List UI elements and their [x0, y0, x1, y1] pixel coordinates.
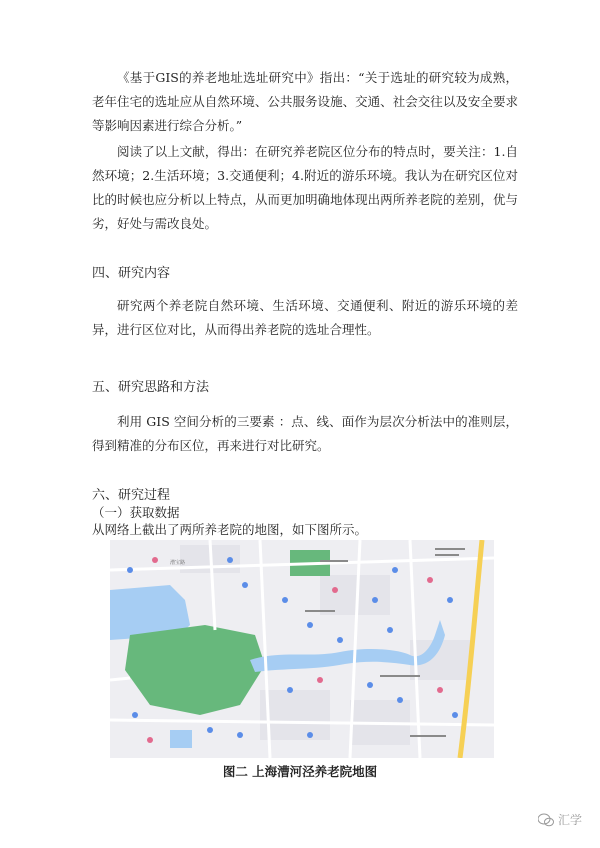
- paragraph-literature-quote: 《基于GIS的养老地址选址研究中》指出：“关于选址的研究较为成熟，老年住宅的选址应从自然环境、公共服务设施、交通、社会交往以及安全要求等影响因素进行综合分析。”: [92, 70, 518, 133]
- paragraph-research-content: 研究两个养老院自然环境、生活环境、交通便利、附近的游乐环境的差异，进行区位对比，从而得出养老院的选址合理性。: [92, 298, 518, 337]
- paragraph-literature-summary: 阅读了以上文献，得出：在研究养老院区位分布的特点时，要关注：1.自然环境；2.生活环境；3.交通便利；4.附近的游乐环境。我认为在研究区位对比的时候也应分析以上特点，从而更加明确地体现出两所养老院的差别，优与劣，好处与需改良处。: [92, 144, 518, 231]
- map-water-pond: [170, 730, 192, 748]
- section-heading-methods: 五、研究思路和方法: [92, 380, 210, 395]
- paragraph-methods: 利用 GIS 空间分析的三要素 ：点、线、面作为层次分析法中的准则层，得到精准的分布区位，再来进行对比研究。: [92, 414, 518, 453]
- map-label-main-road: 漕宝路: [170, 560, 186, 566]
- section-heading-research-content: 四、研究内容: [92, 266, 171, 281]
- watermark: [538, 811, 582, 828]
- section-heading-process: 六、研究过程: [92, 488, 171, 503]
- nursing-home-map: [110, 540, 494, 758]
- subsection-get-data: （一）获取数据: [92, 505, 180, 520]
- figure-caption: 图二 上海漕河泾养老院地图: [222, 764, 378, 779]
- wechat-icon: [538, 813, 554, 827]
- watermark-brand: 汇学: [557, 813, 582, 827]
- paragraph-get-data: 从网络上截出了两所养老院的地图，如下图所示。: [92, 522, 368, 537]
